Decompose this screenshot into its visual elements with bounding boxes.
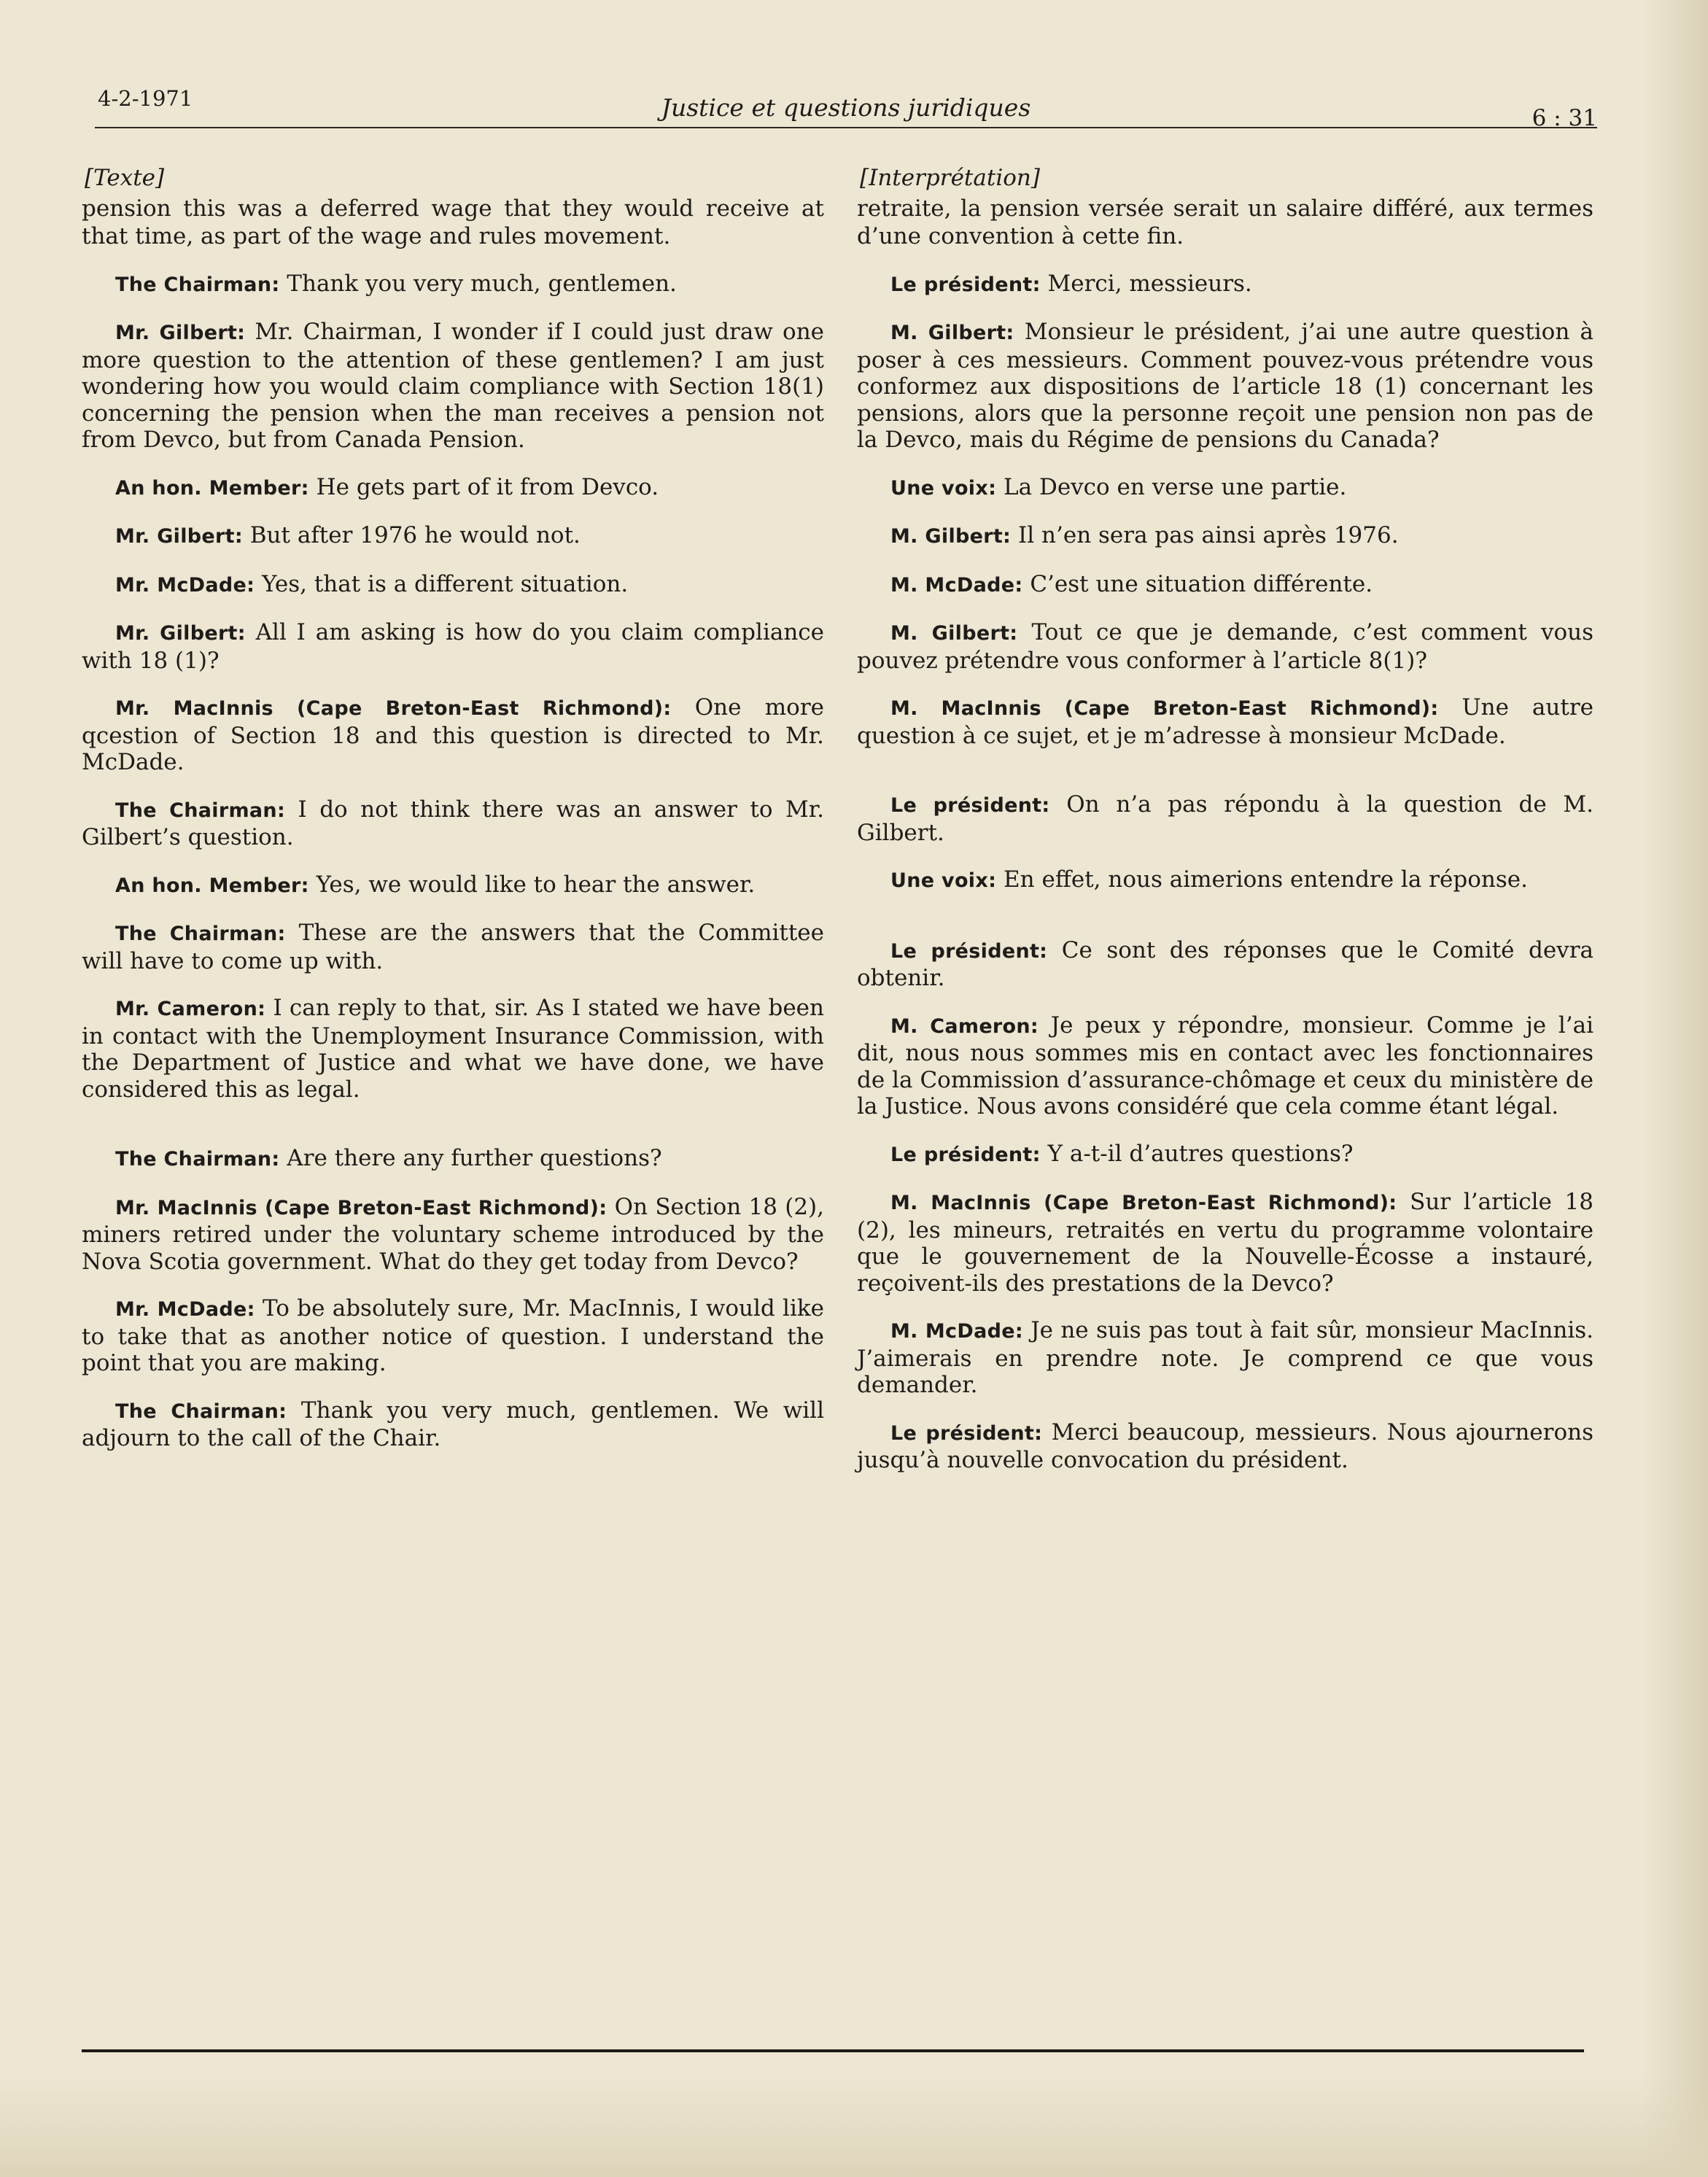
page-edge-shadow <box>1642 0 1708 2177</box>
paragraph <box>82 920 824 974</box>
paragraph <box>82 796 824 851</box>
english-column <box>82 165 824 1472</box>
speech-text: pension this was a deferred wage that they would receive at that time, as part of the wage and rules movement. <box>82 195 824 249</box>
paragraph <box>82 319 824 454</box>
speaker-name: Mr. McDade: <box>115 573 255 597</box>
column-label: [Texte] <box>85 165 165 191</box>
paragraph <box>82 694 824 776</box>
paragraph <box>857 1189 1594 1297</box>
speaker-name: M. Gilbert: <box>890 525 1012 548</box>
running-header <box>95 86 1597 131</box>
paragraph <box>82 1145 824 1173</box>
speech-text: On n’a pas répondu à la question de M. Gilbert. <box>857 791 1594 846</box>
paragraph <box>857 694 1594 749</box>
paragraph <box>857 791 1594 846</box>
speech-text: Monsieur le président, j’ai une autre question à poser à ces messieurs. Comment pouvez-vous prétendre vous conformez aux dispositions de l’article 18 (1) concernant les pensions, alors que la personne reçoit une pension non pas de la Devco, mais du Régime de pensions du Canada? <box>857 319 1594 453</box>
column-label: [Interprétation] <box>860 165 1040 191</box>
speech-text: But after 1976 he would not. <box>242 522 581 548</box>
speech-text: Tout ce que je demande, c’est comment vous pouvez prétendre vous conformer à l’article 8(1)? <box>857 619 1594 674</box>
speaker-name: M. MacInnis (Cape Breton-East Richmond): <box>890 697 1439 720</box>
paragraph <box>82 1194 824 1276</box>
speaker-name: An hon. Member: <box>115 476 309 500</box>
speaker-name: Le président: <box>890 939 1048 963</box>
paragraph <box>857 571 1594 599</box>
paragraph <box>82 195 824 250</box>
footer-rule <box>82 2049 1584 2052</box>
speech-text: These are the answers that the Committee will have to come up with. <box>82 920 824 974</box>
speech-text: La Devco en verse une partie. <box>996 473 1347 500</box>
paragraph <box>82 619 824 674</box>
paragraph <box>857 1012 1594 1120</box>
paragraph <box>857 1141 1594 1169</box>
speech-text: retraite, la pension versée serait un salaire différé, aux termes d’une convention à cette fin. <box>857 195 1594 249</box>
paragraph <box>82 522 824 551</box>
paragraph <box>857 937 1594 992</box>
speech-text: Je peux y répondre, monsieur. Comme je l’ai dit, nous nous sommes mis en contact avec les fonctionnaires de la Commission d’assurance-chômage et ceux du ministère de la Justice. Nous avons considéré que cela comme étant légal. <box>857 1012 1594 1119</box>
speaker-name: M. Gilbert: <box>890 622 1018 645</box>
speech-text: C’est une situation différente. <box>1022 570 1373 597</box>
speaker-name: The Chairman: <box>115 273 280 296</box>
speaker-name: M. McDade: <box>890 1320 1023 1343</box>
speaker-name: The Chairman: <box>115 923 286 945</box>
speaker-name: The Chairman: <box>115 1400 287 1423</box>
speech-text: Merci, messieurs. <box>1040 270 1252 297</box>
speech-text: Mr. Chairman, I wonder if I could just draw one more question to the attention of these gentlemen? I am just wondering how you would claim compliance with Section 18(1) concerning the pension when the man receives a pension not from Devco, but from Canada Pension. <box>82 319 825 453</box>
page-number: 6 : 31 <box>1532 105 1597 131</box>
speaker-name: M. Cameron: <box>890 1014 1039 1038</box>
speech-text: On Section 18 (2), miners retired under the voluntary scheme introduced by the Nova Scotia government. What do they get today from Devco? <box>82 1193 824 1275</box>
speech-text: I do not think there was an answer to Mr. Gilbert’s question. <box>82 796 825 850</box>
speaker-name: Mr. McDade: <box>115 1298 255 1321</box>
paragraph <box>857 619 1594 674</box>
speaker-name: Mr. Gilbert: <box>115 322 246 344</box>
speech-text: Yes, we would like to hear the answer. <box>308 871 756 898</box>
speaker-name: Mr. MacInnis (Cape Breton-East Richmond): <box>115 697 672 720</box>
speaker-name: The Chairman: <box>115 799 286 822</box>
speaker-name: An hon. Member: <box>115 874 309 897</box>
paragraph <box>82 1295 824 1377</box>
speech-text: Une autre question à ce sujet, et je m’adresse à monsieur McDade. <box>857 694 1594 749</box>
paragraph <box>857 474 1594 502</box>
speaker-name: Le président: <box>890 1421 1043 1445</box>
speech-text: Il n’en sera pas ainsi après 1976. <box>1011 522 1399 548</box>
paragraph <box>82 271 824 299</box>
speech-text: Ce sont des réponses que le Comité devra obtenir. <box>857 936 1594 991</box>
paragraph <box>857 1419 1594 1474</box>
speaker-name: M. MacInnis (Cape Breton-East Richmond): <box>890 1192 1397 1214</box>
speech-text: All I am asking is how do you claim compliance with 18 (1)? <box>82 619 825 674</box>
speech-text: En effet, nous aimerions entendre la réponse. <box>996 866 1528 893</box>
speech-text: Je ne suis pas tout à fait sûr, monsieur MacInnis. J’aimerais en prendre note. Je comprend ce que vous demander. <box>857 1317 1594 1398</box>
header-date: 4-2-1971 <box>98 86 193 111</box>
speech-text: Sur l’article 18 (2), les mineurs, retraités en vertu du programme volontaire que le gouvernement de la Nouvelle-Écosse a instauré, reçoivent-ils des prestations de la Devco? <box>857 1189 1594 1297</box>
speech-text: Merci beaucoup, messieurs. Nous ajournerons jusqu’à nouvelle convocation du président. <box>857 1419 1594 1473</box>
paragraph <box>857 866 1594 895</box>
page-bottom-shadow <box>0 2075 1708 2177</box>
french-column <box>857 165 1594 1494</box>
speech-text: Are there any further questions? <box>279 1145 662 1171</box>
paragraph <box>857 271 1594 299</box>
speech-text: Yes, that is a different situation. <box>255 570 629 597</box>
speaker-name: Une voix: <box>890 476 997 500</box>
speaker-name: Mr. Gilbert: <box>115 622 246 645</box>
paragraph <box>857 1317 1594 1399</box>
paragraph <box>857 195 1594 250</box>
paragraph <box>82 1397 824 1452</box>
paragraph <box>82 872 824 900</box>
paragraph <box>857 319 1594 454</box>
speech-text: Y a-t-il d’autres questions? <box>1040 1140 1354 1167</box>
speaker-name: M. Gilbert: <box>890 322 1014 344</box>
speaker-name: Le président: <box>890 273 1041 296</box>
speech-text: Thank you very much, gentlemen. We will adjourn to the call of the Chair. <box>82 1397 825 1451</box>
speech-text: To be absolutely sure, Mr. MacInnis, I would like to take that as another notice of question. I understand the point that you are making. <box>82 1295 824 1376</box>
speaker-name: Mr. Cameron: <box>115 998 266 1020</box>
header-title: Justice et questions juridiques <box>661 93 1031 122</box>
speaker-name: Mr. Gilbert: <box>115 525 243 548</box>
speaker-name: Une voix: <box>890 869 997 892</box>
speaker-name: M. McDade: <box>890 573 1023 597</box>
paragraph <box>82 474 824 502</box>
speaker-name: Le président: <box>890 794 1050 817</box>
speaker-name: Le président: <box>890 1143 1041 1166</box>
paragraph <box>82 995 824 1103</box>
speaker-name: Mr. MacInnis (Cape Breton-East Richmond): <box>115 1196 607 1219</box>
speech-text: One more qcestion of Section 18 and this question is directed to Mr. McDade. <box>82 694 824 775</box>
speech-text: He gets part of it from Devco. <box>308 473 659 500</box>
paragraph <box>82 571 824 599</box>
speech-text: I can reply to that, sir. As I stated we have been in contact with the Unemployment Insurance Commission, with the Department of Justice and what we have done, we have considered this as legal. <box>82 995 824 1103</box>
speaker-name: The Chairman: <box>115 1148 280 1171</box>
speech-text: Thank you very much, gentlemen. <box>279 270 677 297</box>
paragraph <box>857 522 1594 551</box>
